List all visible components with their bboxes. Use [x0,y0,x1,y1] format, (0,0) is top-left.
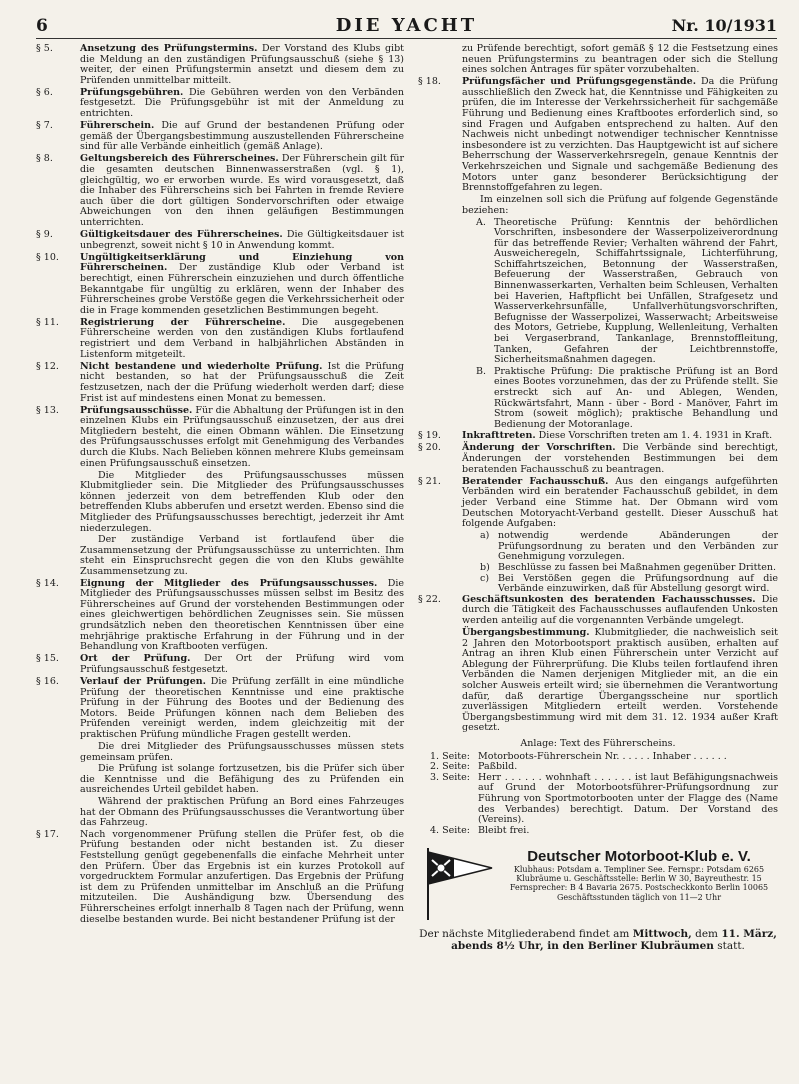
section-9 [36,230,404,251]
section-number: § 8. [36,153,53,165]
section-heading: Änderung der Vorschriften. [462,442,616,454]
section-21-item-b [480,563,778,574]
section-18-paragraph-2: Im einzelnen soll sich die Prüfung auf folgende Gegenstände beziehen: [462,194,778,216]
page-header [36,14,777,39]
section-18-item-b [476,367,778,431]
club-office: Klubräume u. Geschäftsstelle: Berlin W 30, Bayreuthestr. 15 [516,874,762,884]
appendix-label: 4. Seite: [430,824,470,836]
left-column [36,44,404,927]
section-16-paragraph-2: Die drei Mitglieder des Prüfungsausschusses müssen stets gemeinsam prüfen. [80,741,404,763]
transitional-text: Klubmitglieder, die nachweislich seit 2 Jahren den Motorbootsport praktisch ausüben, erhalten auf Antrag an ihren Klub einen Führerschein unter Verzicht auf Ablegung der Führerprüfung. Die Klubs teilen fortlaufend ihren Verbänden die Namen derjenigen Mitglieder mit, an die ein solcher Ausweis erteilt wird; sie übernehmen die Verantwortung dafür, daß derartige Übergangsscheine nur sportlich zuverlässigen Mitgliedern erteilt werden. Vorstehende Übergangsbestimmung wird mit dem 31. 12. 1934 außer Kraft gesetzt. [462,627,778,734]
club-flag-icon [418,844,500,924]
section-number: § 20. [418,442,441,454]
section-17-continued: zu Prüfende berechtigt, sofort gemäß § 12 die Festsetzung eines neuen Prüfungstermins zu beantragen oder sich die Stellung eines solchen Antrages für später vorzubehalten. [462,43,778,76]
section-heading: Inkrafttreten. [462,430,536,442]
club-address: Klubhaus: Potsdam a. Templiner See. Fernspr.: Potsdam 6265 [513,864,765,874]
notice-text: dem [691,928,722,941]
section-10 [36,253,404,317]
section-text: Die durch die Tätigkeit des Fachausschusses auflaufenden Unkosten werden anteilig auf die vorgenannten Verbände umgelegt. [462,593,778,626]
appendix-item [430,773,778,826]
section-18-item-a [476,218,778,366]
section-number: § 7. [36,120,53,132]
section-text: Die Gebühren werden von den Verbänden festgesetzt. Die Prüfungsgebühr ist mit der Anmeldung zu entrichten. [80,86,404,120]
notice-text: Der nächste Mitgliederabend findet am [419,928,633,941]
item-letter: c) [480,572,490,584]
section-14 [36,579,404,653]
club-info [500,844,778,924]
right-column [418,44,778,952]
appendix-text: Bleibt frei. [478,824,530,836]
transitional-provision [462,628,778,734]
section-text: Der Vorstand des Klubs gibt die Meldung an den zuständigen Prüfungsausschuß (siehe § 13) weiter, der einen Prüfungstermin ansetzt und diesem dem zu Prüfenden unmittelbar mitteilt. [80,43,404,86]
item-letter: a) [480,530,490,542]
section-16 [36,677,404,741]
section-11 [36,318,404,360]
section-text: Der zuständige Klub oder Verband ist berechtigt, einen Führerschein einzuziehen und durch öffentliche Bekanntgabe für ungültig zu erklären, wenn der Inhaber des Führerscheines grobe Verstöße gegen die Verkehrssicherheit oder die in Frage kommenden gesetzlichen Bestimmungen begeht. [80,262,404,316]
section-5 [36,44,404,86]
section-heading: Führerschein. [80,120,155,132]
appendix-text: Herr . . . . . . wohnhaft . . . . . . ist laut Befähigungsnachweis auf Grund der Motorbootsführer-Prüfungsordnung zur Führung von Sportmotorbooten unter der Flagge des (Name des Verbandes) berechtigt. Datum. Der Vorstand des (Vereins). [478,771,778,826]
section-16-paragraph-4: Während der praktischen Prüfung an Bord eines Fahrzeuges hat der Obmann des Prüfungsausschusses die Verantwortung über das Fahrzeug. [80,795,404,829]
item-letter: A. [476,216,486,228]
notice-text: statt. [713,940,745,953]
section-heading: Ansetzung des Prüfungstermins. [80,43,258,54]
magazine-title: DIE YACHT [335,15,478,36]
club-advertisement [418,844,778,924]
appendix-label: 2. Seite: [430,761,470,773]
section-21-item-c [480,574,778,595]
section-heading: Prüfungsgebühren. [80,86,184,98]
section-13-paragraph-2: Die Mitglieder des Prüfungsausschusses müssen Klubmitglieder sein. Die Mitglieder des Prüfungsausschusses können jederzeit von dem betreffenden Klub oder den betreffenden Klubs abberufen und ersetzt werden. Ebenso sind die Mitglieder des Prüfungsausschusses berechtigt, jederzeit ihr Amt niederzulegen. [80,469,404,534]
meeting-notice [418,928,778,952]
section-8 [36,154,404,228]
section-heading: Ort der Prüfung. [80,653,191,665]
issue-number: Nr. 10/1931 [671,16,777,35]
section-number: § 19. [418,430,441,442]
section-text: Aus den eingangs aufgeführten Verbänden wird ein beratender Fachausschuß gebildet, in dem jeder Verband eine Stimme hat. Der Obmann wird vom Deutschen Motoryacht-Verband gestellt. Dieser Ausschuß hat folgende Aufgaben: [462,475,778,530]
appendix-text: Motorboots-Führerschein Nr. . . . . . Inhaber . . . . . . [478,750,727,762]
section-text: Nach vorgenommener Prüfung stellen die Prüfer fest, ob die Prüfung bestanden oder nicht bestanden ist. Zu dieser Feststellung genügt gegebenenfalls die einfache Mehrheit unter den Prüfern. Über das Ergebnis ist ein kurzes Protokoll auf vorgedrucktem Formular anzufertigen. Das Ergebnis der Prüfung ist dem zu Prüfenden unmittelbar im Anschluß an die Prüfung mitzuteilen. Die Aushändigung bzw. Übersendung des Führerscheines erfolgt innerhalb 8 Tagen nach der Prüfung, wenn dieselbe bestanden wurde. Bei nicht bestandener Prüfung ist der [80,828,404,925]
section-number: § 12. [36,360,59,372]
section-heading: Geltungsbereich des Führerscheines. [80,153,279,165]
section-heading: Verlauf der Prüfungen. [80,675,206,687]
section-number: § 6. [36,86,53,98]
notice-date: Mittwoch, [632,928,692,941]
notice-time-place: 11. März, abends 8½ Uhr, in den Berliner Klubräumen [451,928,777,953]
section-heading: Prüfungsfächer und Prüfungsgegenstände. [462,76,697,88]
page-number: 6 [36,16,48,36]
item-text: notwendig werdende Abänderungen der Prüfungsordnung zu beraten und den Verbänden zur Genehmigung vorzulegen. [498,530,778,563]
appendix-text: Paßbild. [478,761,518,773]
section-text: Die auf Grund der bestandenen Prüfung oder gemäß der Übergangsbestimmung auszustellenden Führerscheine sind für alle Verbände einheitlich (gemäß Anlage). [80,120,404,153]
appendix-title: Anlage: Text des Führerscheins. [520,738,676,749]
item-letter: B. [476,365,487,377]
item-text: Beschlüsse zu fassen bei Maßnahmen gegenüber Dritten. [498,562,776,573]
section-19 [418,431,778,442]
section-heading: Registrierung der Führerscheine. [80,316,286,328]
section-number: § 13. [36,404,59,416]
section-number: § 10. [36,251,59,263]
section-number: § 17. [36,828,59,840]
item-text: Bei Verstößen gegen die Prüfungsordnung auf die Verbände einzuwirken, daß für Abstellung gesorgt wird. [498,572,778,595]
section-heading: Prüfungsausschüsse. [80,404,193,416]
section-heading: Nicht bestandene und wiederholte Prüfung. [80,360,323,372]
section-text: Der Führerschein gilt für die gesamten deutschen Binnenwasserstraßen (vgl. § 1), gleichgültig, wo er erworben wurde. Es wird vorausgesetzt, daß die Inhaber des Führerscheins sich bei Fahrten in fremde Reviere auch über die dort gültigen Sondervorschriften oder etwaige Abweichungen von den ihnen geläufigen Bestimmungen unterrichten. [80,153,404,228]
appendix-label: 3. Seite: [430,771,470,783]
club-name: Deutscher Motorboot-Klub e. V. [527,848,751,866]
section-number: § 18. [418,76,441,88]
section-text: Für die Abhaltung der Prüfungen ist in den einzelnen Klubs ein Prüfungsausschuß einzusetzen, der aus drei Mitgliedern besteht, die einen Obmann wählen. Die Einsetzung des Prüfungsausschusses erfolgt mit Genehmigung des Verbandes durch die Klubs. Nach Belieben können mehrere Klubs gemeinsam einen Prüfungsausschuß einsetzen. [80,404,404,469]
section-21 [418,477,778,530]
section-13 [36,406,404,470]
section-22 [418,595,778,627]
section-7 [36,121,404,153]
section-15 [36,654,404,675]
section-text: Die Mitglieder des Prüfungsausschusses müssen selbst im Besitz des Führerscheines auf Grund der vorstehenden Bestimmungen oder eines gleichwertigen behördlichen Zeugnisses sein. Sie müssen grundsätzlich neben den theoretischen Kenntnissen über eine mehrjährige praktische Erfahrung in der Führung und in der Behandlung von Kraftbooten verfügen. [80,577,405,653]
section-number: § 5. [36,43,53,54]
section-20 [418,443,778,475]
section-heading: Geschäftsunkosten des beratenden Fachausschusses. [462,593,756,605]
section-number: § 16. [36,675,59,687]
appendix-label: 1. Seite: [430,750,470,762]
transitional-heading: Übergangsbestimmung. [462,627,590,639]
section-21-item-a [480,531,778,563]
section-17 [36,830,404,925]
section-heading: Gültigkeitsdauer des Führerscheines. [80,229,283,241]
section-text: Die Verbände sind berechtigt, Änderungen der vorstehenden Bestimmungen bei dem beratenden Fachausschuß zu beantragen. [462,442,778,475]
section-text: Die Prüfung zerfällt in eine mündliche Prüfung der theoretischen Kenntnisse und eine praktische Prüfung in der Führung des Bootes und der Bedienung des Motors. Beide Prüfungen können nach dem Belieben des Prüfenden vereinigt werden, indem gleichzeitig mit der praktischen Prüfung mündliche Fragen gestellt werden. [80,675,404,740]
section-number: § 22. [418,593,441,605]
section-18 [418,77,778,194]
item-text: Theoretische Prüfung: Kenntnis der behördlichen Vorschriften, insbesondere der Wasserpolizeiverordnung für das betreffende Revier; Verhalten während der Fahrt, Ausweicheregeln, Schiffahrtssignale, Lichterführung, Schiffahrtszeichen, Betonnung der Wasserstraßen, Befeuerung der Wasserstraßen, Gebrauch von Binnenwasserkarten, Verhalten beim Schleusen, Verhalten bei Haverien, Haftpflicht bei Unfällen, Strafgesetz und Wasserverkehrsunfälle, Unfallverhütungsvorschriften, Befugnisse der Wasserpolizei, Wasserwacht; Arbeitsweise des Motors, Getriebe, Kupplung, Wellenleitung, Verhalten bei Vergaserbrand, Tankanlage, Brennstoffleitung, Tanken, Gefahren der Leichtbrennstoffe, Sicherheitsmaßnahmen dagegen. [494,216,778,366]
appendix-item [430,826,778,837]
club-phone: Fernsprecher: B 4 Bavaria 2675. Postscheckkonto Berlin 10065 [509,883,769,893]
section-6 [36,88,404,120]
section-16-paragraph-3: Die Prüfung ist solange fortzusetzen, bis die Prüfer sich über die Kenntnisse und die Befähigung des zu Prüfenden ein ausreichendes Urteil gebildet haben. [80,763,404,796]
section-12 [36,362,404,404]
section-text: Der Ort der Prüfung wird vom Prüfungsausschuß festgesetzt. [80,653,404,675]
section-text: Diese Vorschriften treten am 1. 4. 1931 in Kraft. [535,430,773,442]
club-hours: Geschäftsstunden täglich von 11—2 Uhr [556,892,722,902]
section-number: § 9. [36,229,53,241]
section-text: Da die Prüfung ausschließlich den Zweck hat, die Kenntnisse und Fähigkeiten zu prüfen, die im Interesse der Verkehrssicherheit für sachgemäße Führung und Bedienung eines Kraftbootes erforderlich sind, so sind Fragen und Aufgaben entsprechend zu halten. Auf den Nachweis nicht unbedingt notwendiger technischer Kenntnisse insbesondere ist zu verzichten. Das Hauptgewicht ist auf sichere Beherrschung der Wasserverkehrsregeln, genaue Kenntnis der Verkehrszeichen und Signale und sachgemäße Bedienung des Motors unter ganz besonderer Berücksichtigung der Brennstoffgefahren zu legen. [462,76,778,194]
section-text: Ist die Prüfung nicht bestanden, so hat der Prüfungsausschuß die Zeit festzusetzen, nach der die Prüfung wiederholt werden darf; diese Frist ist auf mindestens einen Monat zu bemessen. [80,360,404,404]
section-13-paragraph-3: Der zuständige Verband ist fortlaufend über die Zusammensetzung der Prüfungsausschüsse zu unterrichten. Ihm steht ein Einspruchsrecht gegen die von den Klubs gewählte Zusammensetzung zu. [80,534,404,577]
section-heading: Beratender Fachausschuß. [462,475,609,487]
section-text: Die ausgegebenen Führerscheine werden von den zuständigen Klubs fortlaufend registriert und dem Verband in halbjährlichen Abständen in Listenform mitgeteilt. [80,316,404,360]
section-heading: Eignung der Mitglieder des Prüfungsausschusses. [80,577,378,589]
section-text: Die Gültigkeitsdauer ist unbegrenzt, soweit nicht § 10 in Anwendung kommt. [80,229,405,251]
section-number: § 11. [36,316,59,328]
section-number: § 15. [36,653,59,665]
section-number: § 21. [418,475,441,487]
item-text: Praktische Prüfung: Die praktische Prüfung ist an Bord eines Bootes vorzunehmen, das der zu Prüfende stellt. Sie erstreckt sich auf An- und Ablegen, Wenden, Rückwärtsfahrt, Mann - über - Bord - Manöver, Fahrt im Strom (soweit möglich); praktische Behandlung und Bedienung der Motoranlage. [494,365,778,430]
section-number: § 14. [36,577,59,589]
item-letter: b) [480,562,490,573]
section-heading: Ungültigkeitserklärung und Einziehung von Führerscheinen. [80,251,404,274]
